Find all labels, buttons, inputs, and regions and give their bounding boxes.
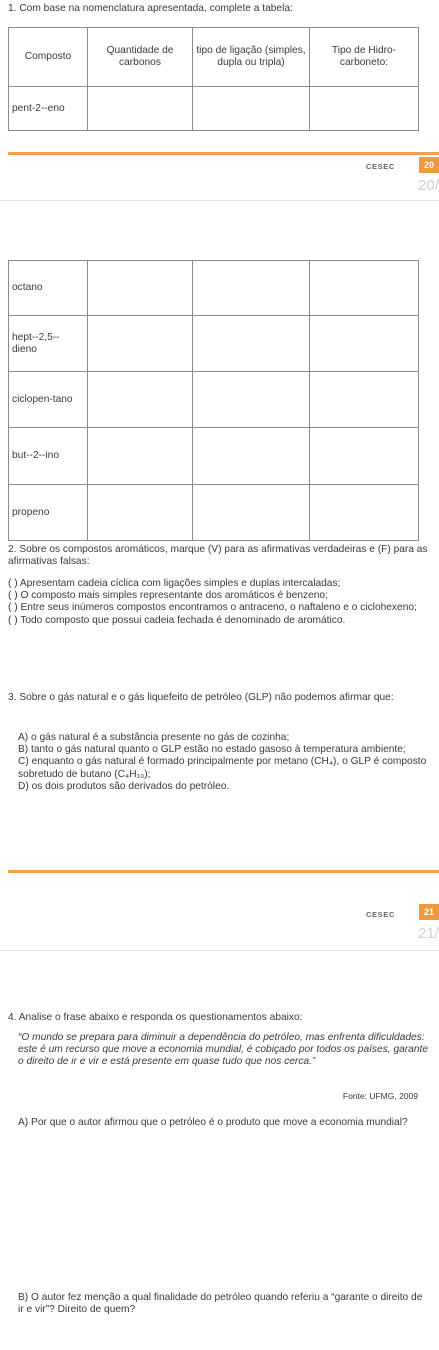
q2-prompt: 2. Sobre os compostos aromáticos, marque (V) para as afirmativas verdadeiras e (F) para as afirmativas falsas: [8,544,428,568]
page-divider [0,950,439,951]
col-composto: Composto [9,28,88,87]
table-row [9,261,419,316]
page-number-large: 21/ [418,925,439,942]
table-row [9,316,419,372]
table-row [9,372,419,428]
col-quantidade-carbonos: Quantidade de carbonos [88,28,193,87]
table-row [9,87,419,131]
q4-question-a: A) Por que o autor afirmou que o petróleo é o produto que move a economia mundial? [18,1117,408,1128]
q4-quote: “O mundo se prepara para diminuir a dependência do petróleo, mas enfrenta dificuldades: este é um recurso que move a economia mundial, é cobiçado por todos os países, garante o direito de ir e vir e está presente em quase tudo que nos cerca.” [18,1032,429,1068]
q3-option-d[interactable]: D) os dois produtos são derivados do petróleo. [18,780,230,792]
answer-cell[interactable] [310,428,419,485]
answer-cell[interactable] [193,261,310,316]
compound-cell: hept--2,5--dieno [9,316,88,372]
q4-prompt: 4. Analise o frase abaixo e responda os questionamentos abaixo: [8,1012,303,1023]
compound-cell: propeno [9,485,88,541]
q3-option-a[interactable]: A) o gás natural é a substância presente no gás de cozinha; [18,732,290,743]
q2-item[interactable]: ( ) O composto mais simples representante dos aromáticos é benzeno; [8,590,328,602]
footer-brand: CESEC [366,910,395,919]
answer-cell[interactable] [88,87,193,131]
q3-prompt: 3. Sobre o gás natural e o gás liquefeito de petróleo (GLP) não podemos afirmar que: [8,692,394,703]
table-header-row [9,28,419,87]
footer-brand: CESEC [366,162,395,171]
footer-rule [8,152,439,155]
q4-source: Fonte: UFMG, 2009 [342,1091,418,1101]
q4-question-b: B) O autor fez menção a qual finalidade do petróleo quando referiu a “garante o direito de ir e vir”? Direito de quem? [18,1292,423,1316]
footer-rule [8,870,439,873]
q3-option-c[interactable]: C) enquanto o gás natural é formado principalmente por metano (CH₄), o GLP é composto sobretudo de butano (C₄H₁₀); [18,756,427,780]
q1-prompt: 1. Com base na nomenclatura apresentada, complete a tabela: [8,3,293,14]
answer-cell[interactable] [88,372,193,428]
answer-cell[interactable] [88,428,193,485]
answer-cell[interactable] [310,372,419,428]
answer-cell[interactable] [193,87,310,131]
answer-cell[interactable] [88,261,193,316]
col-tipo-ligacao: tipo de ligação (simples, dupla ou tripla) [193,28,310,87]
col-tipo-hidrocarboneto: Tipo de Hidro-carboneto: [310,28,419,87]
q2-item[interactable]: ( ) Entre seus inúmeros compostos encontramos o antraceno, o naftaleno e o ciclohexeno; [8,602,417,614]
compound-cell: pent-2--eno [9,87,88,131]
answer-cell[interactable] [310,261,419,316]
q2-item[interactable]: ( ) Todo composto que possui cadeia fechada é denominado de aromático. [8,614,346,626]
page-number-large: 20/ [418,177,439,194]
page-number-badge: 21 [419,904,439,920]
answer-cell[interactable] [193,485,310,541]
q1-table-top [8,27,419,131]
answer-cell[interactable] [310,87,419,131]
q1-table-continued [8,260,419,541]
q2-item[interactable]: ( ) Apresentam cadeia cíclica com ligações simples e duplas intercaladas; [8,578,341,589]
answer-cell[interactable] [88,316,193,372]
compound-cell: octano [9,261,88,316]
answer-cell[interactable] [310,316,419,372]
answer-cell[interactable] [193,372,310,428]
answer-cell[interactable] [88,485,193,541]
compound-cell: but--2--ino [9,428,88,485]
page-divider [0,200,439,201]
q2-items [8,573,436,627]
answer-cell[interactable] [310,485,419,541]
answer-cell[interactable] [193,316,310,372]
q3-option-b[interactable]: B) tanto o gás natural quanto o GLP estão no estado gasoso à temperatura ambiente; [18,744,406,756]
q3-options [18,732,432,793]
page-number-badge: 20 [419,157,439,173]
compound-cell: ciclopen-tano [9,372,88,428]
answer-cell[interactable] [193,428,310,485]
table-row [9,485,419,541]
table-row [9,428,419,485]
